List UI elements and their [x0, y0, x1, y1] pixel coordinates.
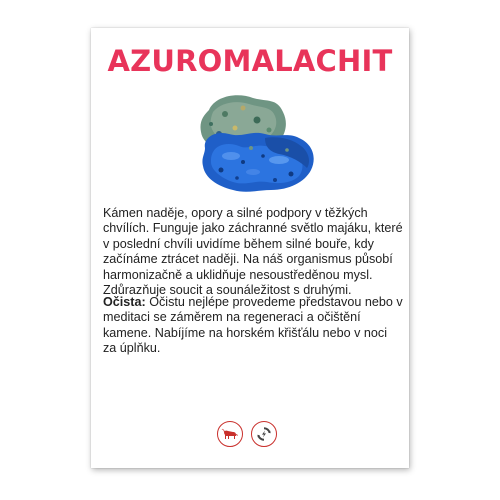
cleansing-paragraph — [103, 295, 403, 357]
stone-description: Kámen naděje, opory a silné podpory v těžkých chvílích. Funguje jako záchranné světlo majáku, které v poslední chvíli uvidíme během silné bouře, kdy začínáme ztrácet naději. Na náš organismus působí harmonizačně a uklidňuje nesoustředěnou mysl. Zdůrazňuje soucit a sounáležitost s druhými. — [103, 206, 403, 298]
cleansing-label: Očista: — [103, 295, 146, 309]
capricorn-zodiac-icon — [217, 421, 243, 447]
mineral-card — [91, 28, 409, 468]
card-title: AZUROMALACHIT — [107, 44, 393, 78]
azuromalachite-stone-image — [191, 90, 321, 200]
charging-recycle-icon — [251, 421, 277, 447]
cleansing-text: Očistu nejlépe provedeme představou nebo v meditaci se záměrem na regeneraci a očištění kamene. Nabíjíme na horském křišťálu nebo v noci za úplňku. — [103, 295, 403, 356]
symbol-icons — [217, 421, 287, 451]
